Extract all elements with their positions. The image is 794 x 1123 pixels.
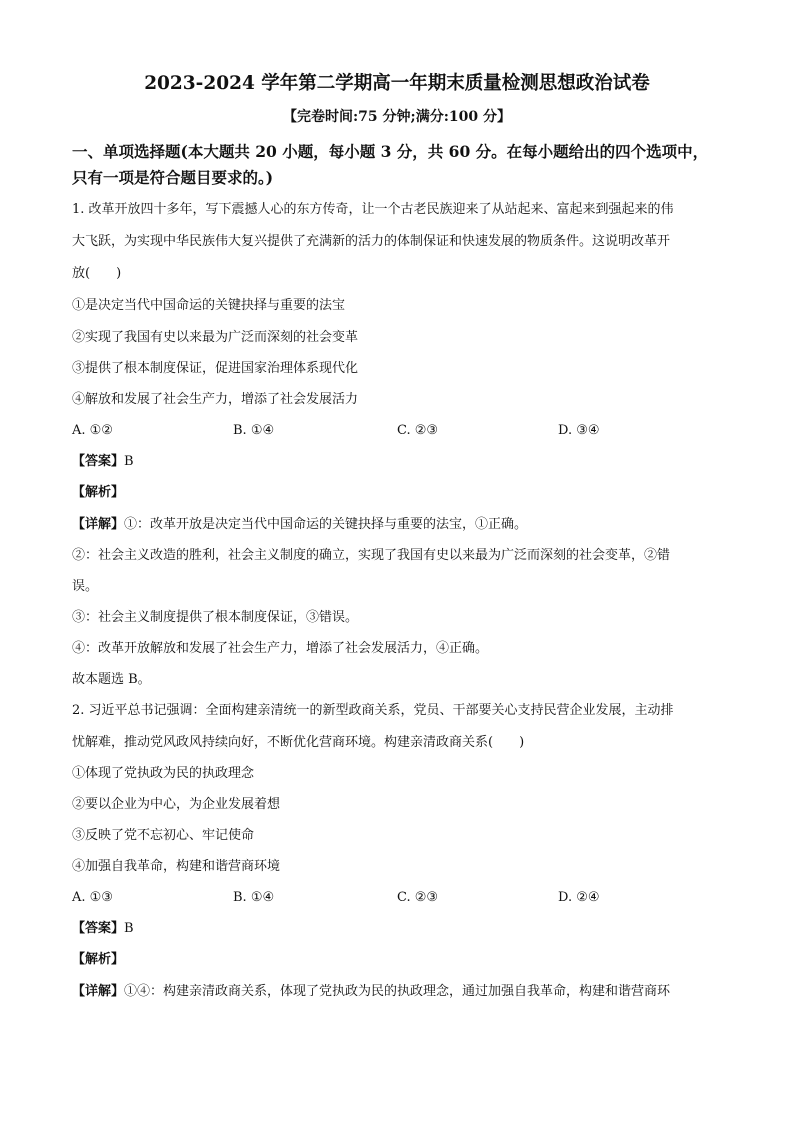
q2-detail-line-1 bbox=[72, 976, 726, 1007]
q2-option-a: A. ①③ bbox=[72, 890, 113, 905]
q2-answer-tag: 【答案】 bbox=[72, 921, 125, 936]
exam-title: 2023-2024 学年第二学期高一年期末质量检测思想政治试卷 bbox=[144, 73, 650, 94]
q1-analysis bbox=[72, 477, 726, 508]
q2-analysis-tag: 【解析】 bbox=[72, 952, 125, 967]
q1-option-c: C. ②③ bbox=[397, 423, 439, 438]
q2-item-3: ③反映了党不忘初心、牢记使命 bbox=[72, 828, 255, 843]
q2-stem-line-1: 2. 习近平总书记强调：全面构建亲清统一的新型政商关系，党员、干部要关心支持民营企业发展，主动排 bbox=[72, 703, 674, 718]
q1-detail-line-5: ④：改革开放解放和发展了社会生产力，增添了社会发展活力，④正确。 bbox=[72, 641, 489, 656]
q2-analysis bbox=[72, 944, 726, 975]
q1-answer bbox=[72, 446, 726, 477]
q1-item-3: ③提供了根本制度保证，促进国家治理体系现代化 bbox=[72, 361, 359, 376]
q2-detail-tag: 【详解】 bbox=[72, 984, 125, 999]
q1-conclusion: 故本题选 B。 bbox=[72, 672, 151, 687]
q1-detail-line-3: 误。 bbox=[72, 579, 99, 594]
q1-detail-text-1: ①：改革开放是决定当代中国命运的关键抉择与重要的法宝，①正确。 bbox=[124, 517, 528, 532]
exam-time-score: 【完卷时间:75 分钟;满分:100 分】 bbox=[283, 109, 511, 125]
q2-answer bbox=[72, 913, 726, 944]
q1-answer-value: B bbox=[124, 454, 134, 469]
q1-option-b: B. ①④ bbox=[233, 423, 275, 438]
q2-item-2: ②要以企业为中心，为企业发展着想 bbox=[72, 797, 281, 812]
q1-item-4: ④解放和发展了社会生产力，增添了社会发展活力 bbox=[72, 392, 359, 407]
q2-item-1: ①体现了党执政为民的执政理念 bbox=[72, 766, 255, 781]
q1-analysis-tag: 【解析】 bbox=[72, 485, 125, 500]
q1-stem-line-2: 大飞跃，为实现中华民族伟大复兴提供了充满新的活力的体制保证和快速发展的物质条件。这说明改革开 bbox=[72, 234, 671, 249]
q1-option-d: D. ③④ bbox=[558, 423, 600, 438]
q1-detail-line-1 bbox=[72, 509, 726, 540]
q1-stem-line-3: 放( ) bbox=[72, 266, 122, 281]
q1-stem-line-1: 1. 改革开放四十多年，写下震撼人心的东方传奇，让一个古老民族迎来了从站起来、富起来到强起来的伟 bbox=[72, 202, 674, 217]
q1-option-a: A. ①② bbox=[72, 423, 113, 438]
q2-stem-line-2: 忧解难，推动党风政风持续向好，不断优化营商环境。构建亲清政商关系( ) bbox=[72, 735, 525, 750]
q2-item-4: ④加强自我革命，构建和谐营商环境 bbox=[72, 859, 281, 874]
q2-option-c: C. ②③ bbox=[397, 890, 439, 905]
section-heading-line-1: 一、单项选择题(本大题共 20 小题，每小题 3 分，共 60 分。在每小题给出的四个选项中， bbox=[72, 142, 709, 161]
q1-answer-tag: 【答案】 bbox=[72, 454, 125, 469]
q2-option-b: B. ①④ bbox=[233, 890, 275, 905]
q1-detail-line-4: ③：社会主义制度提供了根本制度保证，③错误。 bbox=[72, 610, 359, 625]
section-heading bbox=[72, 139, 732, 191]
q1-detail-tag: 【详解】 bbox=[72, 517, 125, 532]
q1-item-1: ①是决定当代中国命运的关键抉择与重要的法宝 bbox=[72, 298, 346, 313]
q1-item-2: ②实现了我国有史以来最为广泛而深刻的社会变革 bbox=[72, 330, 359, 345]
section-heading-line-2: 只有一项是符合题目要求的。) bbox=[72, 168, 274, 187]
q1-detail-line-2: ②：社会主义改造的胜利，社会主义制度的确立，实现了我国有史以来最为广泛而深刻的社会变革，②错 bbox=[72, 548, 671, 563]
q2-answer-value: B bbox=[124, 921, 134, 936]
q2-option-d: D. ②④ bbox=[558, 890, 600, 905]
q2-detail-text-1: ①④：构建亲清政商关系，体现了党执政为民的执政理念，通过加强自我革命，构建和谐营商环 bbox=[124, 984, 671, 999]
